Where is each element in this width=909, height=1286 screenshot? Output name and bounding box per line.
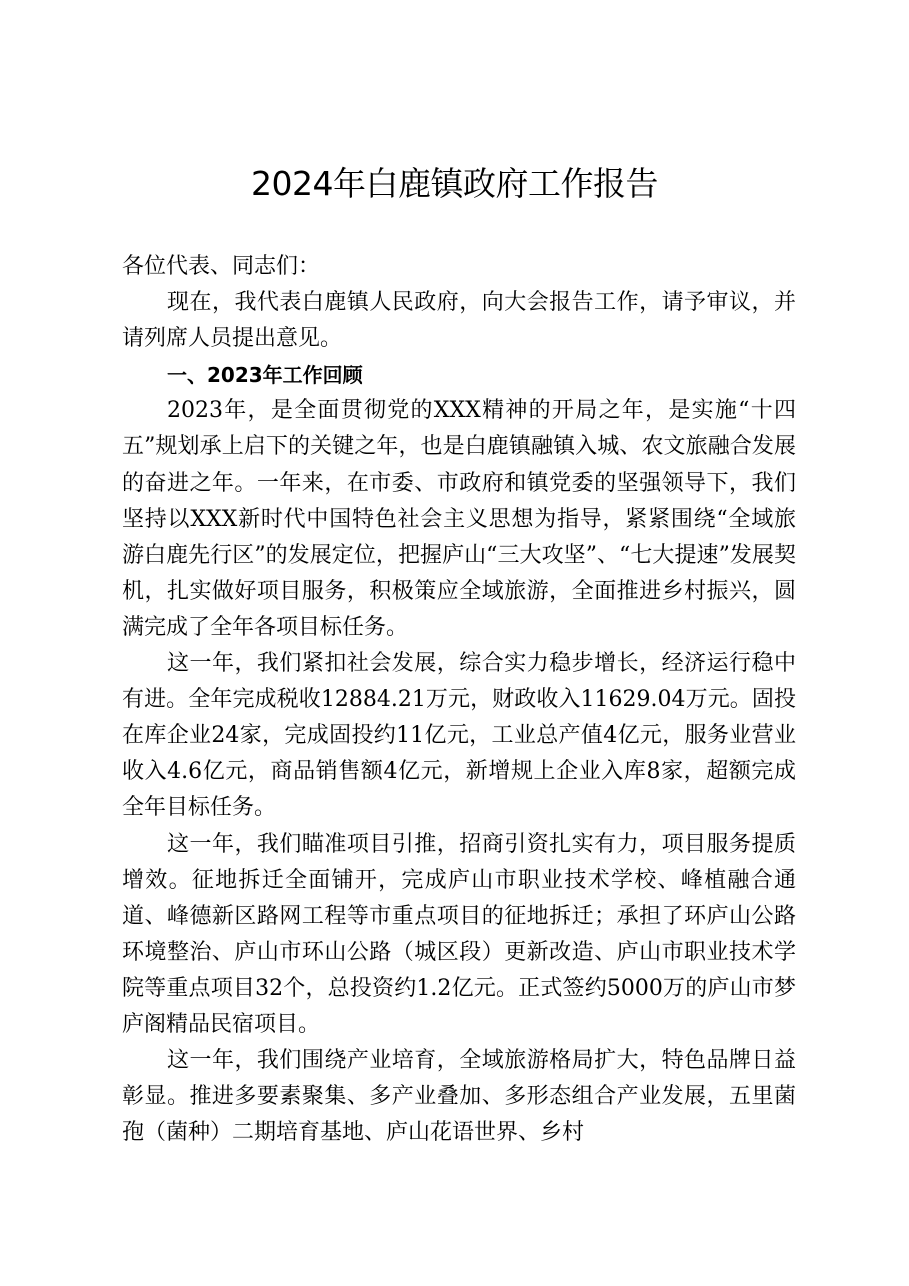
salutation: 各位代表、同志们：	[122, 254, 321, 279]
document-title: 2024年白鹿镇政府工作报告	[251, 164, 658, 203]
paragraph-intro: 现在，我代表白鹿镇人民政府，向大会报告工作，请予审议，并请列席人员提出意见。	[122, 290, 796, 352]
paragraph-industry: 这一年，我们围绕产业培育，全域旅游格局扩大，特色品牌日益彰显。推进多要素聚集、多产业叠加、多形态组合产业发展，五里菌孢（菌种）二期培育基地、庐山花语世界、乡村	[122, 1048, 796, 1146]
paragraph-overview: 2023年，是全面贯彻党的XXX精神的开局之年，是实施“十四五”规划承上启下的关键之年，也是白鹿镇融镇入城、农文旅融合发展的奋进之年。一年来，在市委、市政府和镇党委的坚强领导下，我们坚持以XXX新时代中国特色社会主义思想为指导，紧紧围绕“全域旅游白鹿先行区”的发展定位，把握庐山“三大攻坚”、“七大提速”发展契机，扎实做好项目服务，积极策应全域旅游，全面推进乡村振兴，圆满完成了全年各项目标任务。	[122, 398, 796, 640]
paragraph-economy: 这一年，我们紧扣社会发展，综合实力稳步增长，经济运行稳中有进。全年完成税收12884.21万元，财政收入11629.04万元。固投在库企业24家，完成固投约11亿元，工业总产值4亿元，服务业营业收入4.6亿元，商品销售额4亿元，新增规上企业入库8家，超额完成全年目标任务。	[122, 651, 796, 821]
section-heading: 一、2023年工作回顾	[167, 363, 363, 388]
document-body	[122, 249, 796, 1151]
paragraph-projects: 这一年，我们瞄准项目引推，招商引资扎实有力，项目服务提质增效。征地拆迁全面铺开，完成庐山市职业技术学校、峰植融合通道、峰德新区路网工程等市重点项目的征地拆迁；承担了环庐山公路环境整治、庐山市环山公路（城区段）更新改造、庐山市职业技术学院等重点项目32个，总投资约1.2亿元。正式签约5000万的庐山市梦庐阁精品民宿项目。	[122, 831, 796, 1037]
